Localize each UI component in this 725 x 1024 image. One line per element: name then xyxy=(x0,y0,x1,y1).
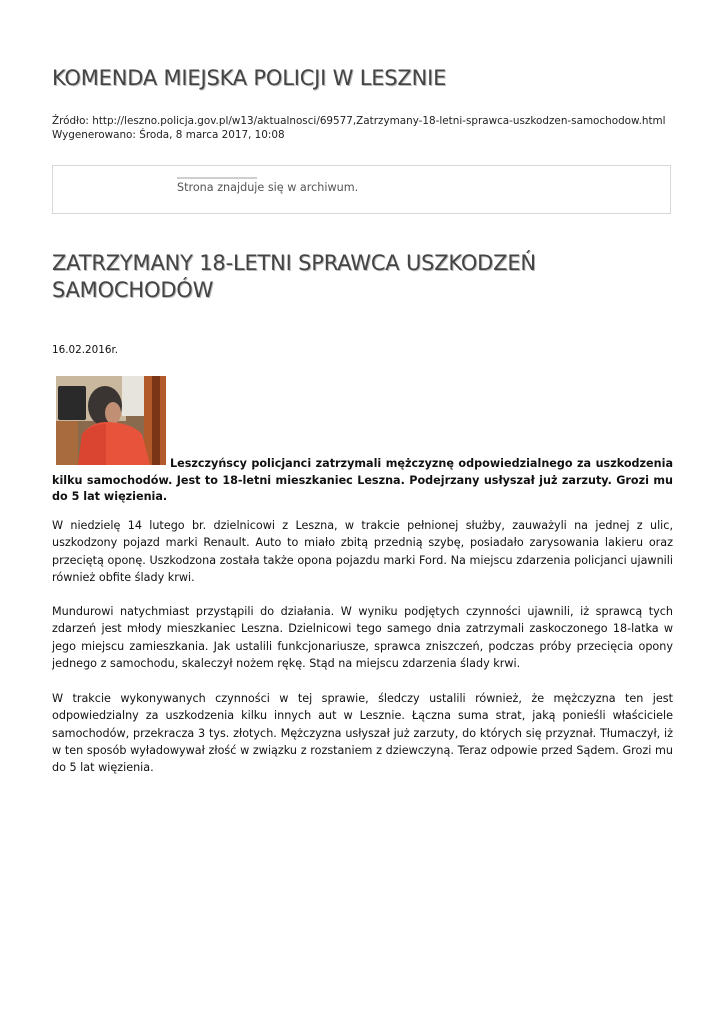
site-title: KOMENDA MIEJSKA POLICJI W LESZNIE xyxy=(52,66,447,90)
archive-divider xyxy=(177,177,257,179)
article-paragraph: W niedzielę 14 lutego br. dzielnicowi z Leszna, w trakcie pełnionej służby, zauważyli na jednej z ulic, uszkodzony pojazd marki Renault. Auto to miało zbitą przednią szybę, posiadało zarysowania lakieru oraz przeciętą oponę. Uszkodzona została także opona pojazdu marki Ford. Na miejscu zdarzenia policjanci ujawnili również obfite ślady krwi. xyxy=(52,519,673,584)
document-meta xyxy=(52,114,666,142)
article-paragraph: W trakcie wykonywanych czynności w tej sprawie, śledczy ustalili również, że mężczyzna ten jest odpowiedzialny za uszkodzenia kilku innych aut w Lesznie. Łączna suma strat, jaką ponieśli właściciele samochodów, przekracza 3 tys. złotych. Mężczyzna usłyszał już zarzuty, do których się przyznał. Tłumaczył, iż w ten sposób wyładowywał złość w związku z rozstaniem z dziewczyną. Teraz odpowie przed Sądem. Grozi mu do 5 lat więzienia. xyxy=(52,692,673,775)
article-lead xyxy=(52,456,673,506)
article-date: 16.02.2016r. xyxy=(52,344,119,356)
article-paragraph: Mundurowi natychmiast przystąpili do działania. W wyniku podjętych czynności ujawnili, iż sprawcą tych zdarzeń jest młody mieszkaniec Leszna. Dzielnicowi tego samego dnia zatrzymali zaskoczonego 18-latka w jego miejscu zamieszkania. Jak ustalili funkcjonariusze, sprawca zniszczeń, podczas próby przecięcia opony jednego z samochodu, skaleczył nożem rękę. Stąd na miejscu zdarzenia ślady krwi. xyxy=(52,605,673,670)
article-photo xyxy=(56,376,166,465)
lead-text: Leszczyńscy policjanci zatrzymali mężczyznę odpowiedzialnego za uszkodzenia kilku samochodów. Jest to 18-letni mieszkaniec Leszna. Podejrzany usłyszał już zarzuty. Grozi mu do 5 lat więzienia. xyxy=(52,457,673,503)
generated-line: Wygenerowano: Środa, 8 marca 2017, 10:08 xyxy=(52,129,285,141)
article-title: ZATRZYMANY 18-LETNI SPRAWCA USZKODZEŃ SAMOCHODÓW xyxy=(52,251,536,302)
source-line: Źródło: http://leszno.policja.gov.pl/w13/aktualnosci/69577,Zatrzymany-18-letni-sprawca-uszkodzen-samochodow.html xyxy=(52,115,666,127)
archive-notice-box xyxy=(52,165,671,214)
archive-notice: Strona znajduje się w archiwum. xyxy=(177,181,359,194)
